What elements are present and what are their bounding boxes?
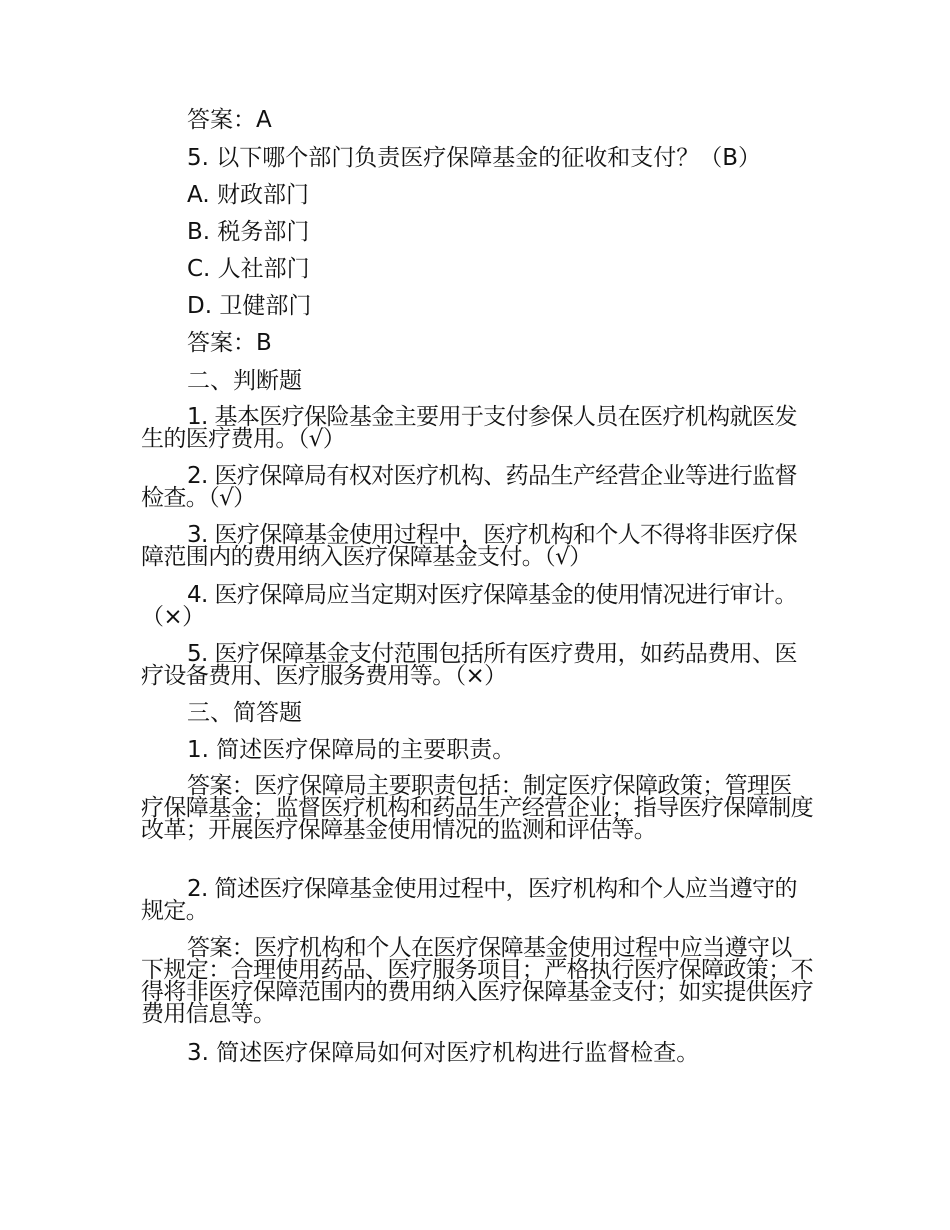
short-answer-question-2: 2. 简述医疗保障基金使用过程中，医疗机构和个人应当遵守的规定。 <box>141 876 797 924</box>
option-b: B. 税务部门 <box>187 219 310 245</box>
option-a: A. 财政部门 <box>187 182 309 208</box>
short-answer-1-answer: 答案：医疗保障局主要职责包括：制定医疗保障政策；管理医疗保障基金；监督医疗机构和药品生产经营企业；指导医疗保障制度改革；开展医疗保障基金使用情况的监测和评估等。 <box>141 773 814 843</box>
answer-q5: 答案：B <box>187 330 272 356</box>
true-false-item-2: 2. 医疗保障局有权对医疗机构、药品生产经营企业等进行监督检查。（√） <box>141 463 797 511</box>
option-c: C. 人社部门 <box>187 256 310 282</box>
true-false-item-3: 3. 医疗保障基金使用过程中，医疗机构和个人不得将非医疗保障范围内的费用纳入医疗保障基金支付。（√） <box>141 522 797 570</box>
option-d: D. 卫健部门 <box>187 293 312 319</box>
short-answer-question-1: 1. 简述医疗保障局的主要职责。 <box>187 737 516 763</box>
section-heading-short-answer: 三、简答题 <box>187 700 302 726</box>
short-answer-question-3: 3. 简述医疗保障局如何对医疗机构进行监督检查。 <box>187 1040 700 1066</box>
short-answer-2-answer: 答案：医疗机构和个人在医疗保障基金使用过程中应当遵守以下规定：合理使用药品、医疗服务项目；严格执行医疗保障政策；不得将非医疗保障范围内的费用纳入医疗保障基金支付；如实提供医疗费用信息等。 <box>141 935 814 1027</box>
question-5: 5. 以下哪个部门负责医疗保障基金的征收和支付？（B） <box>187 145 762 171</box>
true-false-item-4: 4. 医疗保障局应当定期对医疗保障基金的使用情况进行审计。（×） <box>141 582 797 630</box>
section-heading-true-false: 二、判断题 <box>187 368 302 394</box>
true-false-item-1: 1. 基本医疗保险基金主要用于支付参保人员在医疗机构就医发生的医疗费用。（√） <box>141 404 797 452</box>
answer-q4: 答案：A <box>187 107 272 133</box>
true-false-item-5: 5. 医疗保障基金支付范围包括所有医疗费用，如药品费用、医疗设备费用、医疗服务费用等。（×） <box>141 641 797 689</box>
